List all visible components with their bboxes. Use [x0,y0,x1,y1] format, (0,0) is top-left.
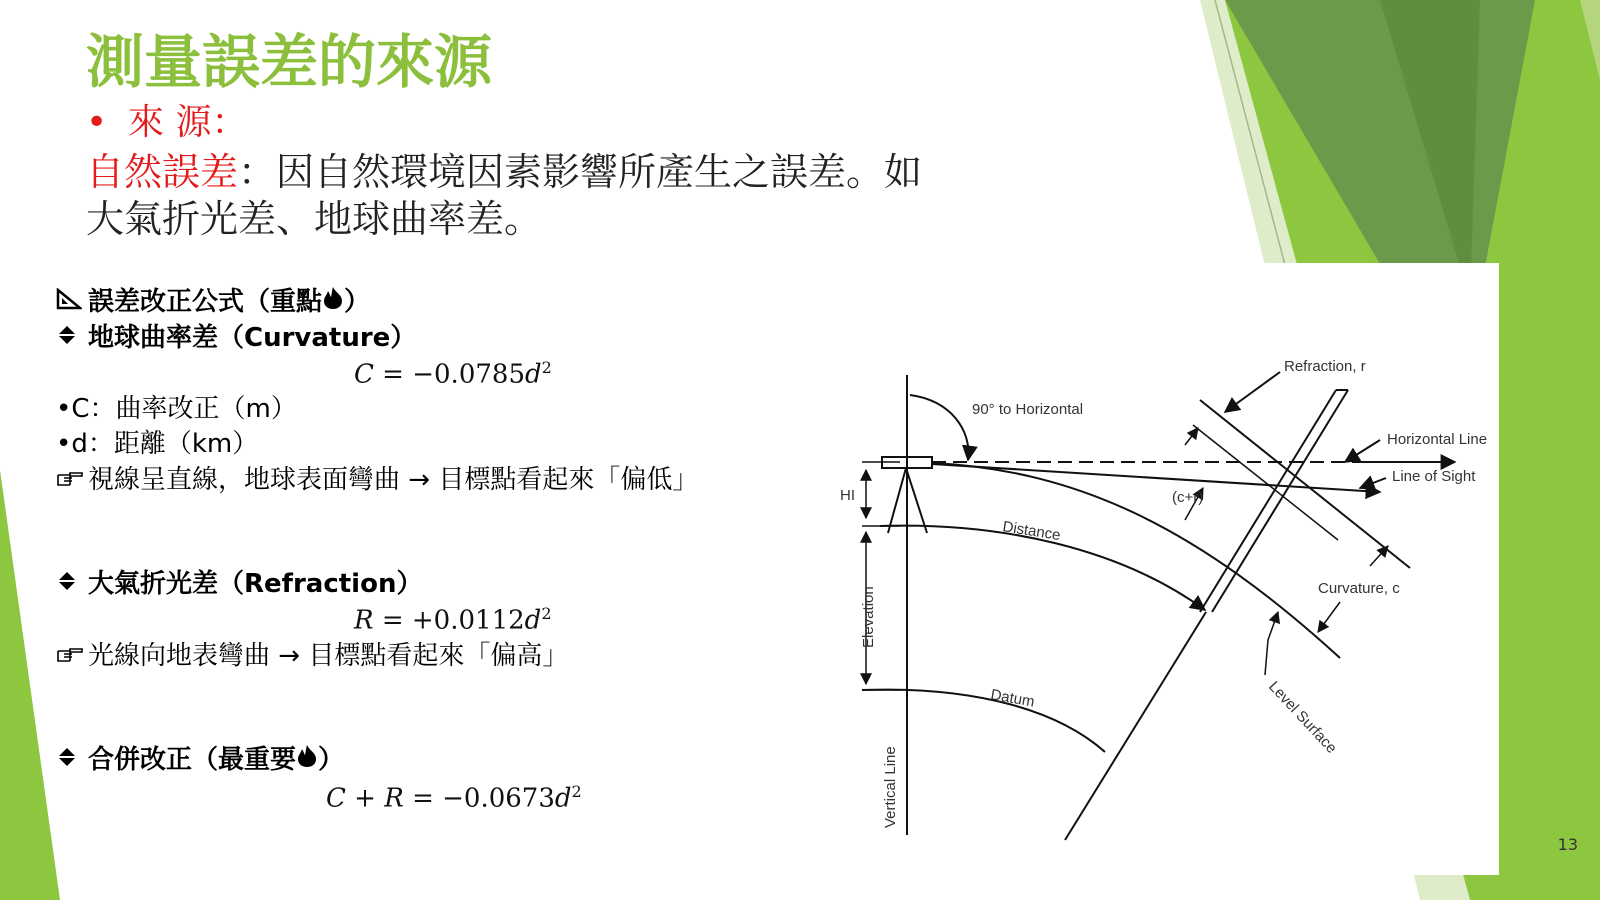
level-surface-label: Level Surface [1265,678,1341,757]
refraction-equation [354,604,552,638]
curvature-label: Curvature, c [1318,580,1400,597]
eq-var-r: R [354,605,374,636]
combined-heading-close: ） [318,745,345,775]
fire-icon [322,287,344,317]
line-of-sight-label: Line of Sight [1392,468,1476,485]
refraction-note [56,640,568,674]
curvature-note [56,464,698,498]
natural-error-definition: ：因自然環境因素影響所產生之誤差。如 [238,150,923,194]
curvature-heading-text: 地球曲率差（Curvature） [88,323,417,353]
combined-equation [326,782,582,816]
ninety-degree-arc [910,395,968,460]
target-rod-left [1200,390,1336,612]
level-surface-leader [1265,612,1278,675]
eq-var-d: d [554,783,572,814]
horizontal-line-label: Horizontal Line [1387,431,1488,448]
tripod-leg-left [888,468,906,533]
eq-exponent: 2 [541,604,552,623]
refraction-note-text: 光線向地表彎曲 → 目標點看起來「偏高」 [88,641,569,671]
curvature-heading [56,322,416,356]
eq-var-c: C [326,783,346,814]
curvature-leader-up [1370,546,1388,566]
bullet-dot: • [86,102,108,143]
curvature-def-c: •C：曲率改正（m） [56,394,297,424]
target-vertical-line [1065,612,1206,840]
refraction-reference-line [1200,400,1410,568]
curvature-note-text: 視線呈直線，地球表面彎曲 → 目標點看起來「偏低」 [88,465,699,495]
slide-title: 測量誤差的來源 [86,28,493,96]
datum-label: Datum [989,686,1036,711]
body-text-line1 [86,148,922,197]
diamond-bullet-icon [56,322,88,356]
horizontal-line-leader [1345,440,1380,462]
eq-var-r: R [384,783,404,814]
eq-exponent: 2 [541,358,552,377]
eq-var-d: d [524,359,542,390]
fire-icon [296,745,318,775]
formula-header [56,286,370,320]
refraction-heading [56,568,422,602]
c-plus-r-leader-up [1185,428,1198,445]
slide-number: 13 [1557,835,1578,854]
refraction-leader [1225,372,1280,412]
eq-coefficient: = −0.0785 [373,359,525,390]
distance-label: Distance [1001,518,1062,545]
combined-heading-text: 合併改正（最重要 [88,745,297,775]
eq-var-d: d [524,605,542,636]
line-of-sight-leader [1360,478,1386,488]
refraction-heading-text: 大氣折光差（Refraction） [88,569,423,599]
formula-header-close: ） [344,287,371,317]
datum-arc [862,690,1105,752]
vertical-angle-label: 90° to Horizontal [972,401,1084,418]
body-text-line2: 大氣折光差、地球曲率差。 [86,197,543,241]
curvature-leader-down [1318,602,1340,632]
bullet-source [86,100,247,147]
diamond-bullet-icon [56,568,88,602]
eq-coefficient: = −0.0673 [403,783,555,814]
vertical-line-label: Vertical Line [882,746,899,828]
c-plus-r-label: (c+r) [1172,489,1204,506]
line-of-sight [932,464,1380,492]
pointing-hand-icon [56,464,88,498]
tripod-leg-right [906,468,927,533]
formula-header-text: 誤差改正公式（重點 [88,287,323,317]
refraction-label: Refraction, r [1284,358,1366,375]
curvature-refraction-diagram [815,263,1499,875]
eq-plus: + [345,783,385,814]
natural-error-term: 自然誤差 [86,150,239,194]
elevation-label: Elevation [860,586,877,648]
pointing-hand-icon [56,640,88,674]
eq-coefficient: = +0.0112 [373,605,525,636]
triangular-ruler-icon [56,286,88,320]
curvature-def-d: •d：距離（km） [56,429,259,459]
combined-heading [56,744,344,778]
curvature-equation [354,358,552,392]
hi-label: HI [840,487,855,504]
diamond-bullet-icon [56,744,88,778]
bullet-label: 來 源： [128,102,248,143]
eq-exponent: 2 [571,782,582,801]
eq-var-c: C [354,359,374,390]
